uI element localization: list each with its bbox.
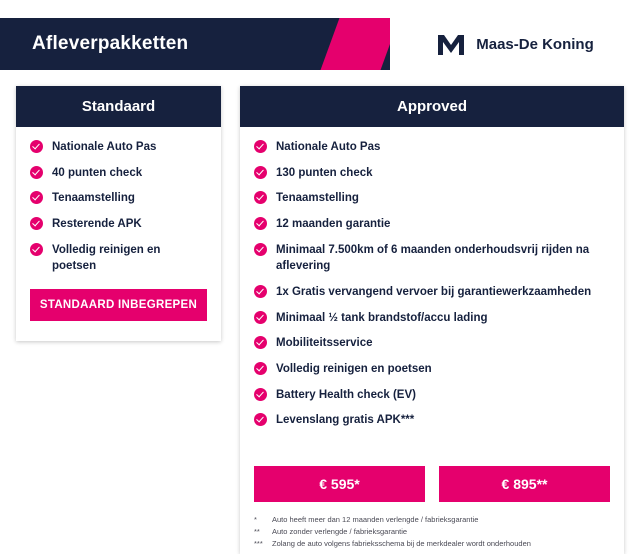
footnote-mark: *: [254, 515, 257, 525]
standard-card-title: Standaard: [16, 86, 221, 127]
feature-label: 130 punten check: [276, 166, 373, 179]
footnotes: [240, 514, 624, 554]
feature-label: Resterende APK: [52, 218, 142, 231]
check-icon: [254, 243, 267, 256]
list-item: [30, 190, 207, 207]
feature-label: Minimaal ½ tank brandstof/accu lading: [276, 311, 488, 324]
footnote-mark: ***: [254, 539, 263, 549]
check-icon: [254, 388, 267, 401]
footnote: [254, 538, 610, 550]
list-item: [254, 216, 610, 233]
check-icon: [30, 191, 43, 204]
standard-card-body: [16, 127, 221, 341]
feature-label: Volledig reinigen en poetsen: [276, 363, 432, 376]
list-item: [254, 139, 610, 156]
feature-label: Nationale Auto Pas: [52, 141, 157, 153]
feature-label: 12 maanden garantie: [276, 218, 391, 231]
feature-label: Battery Health check (EV): [276, 388, 416, 401]
check-icon: [254, 413, 267, 426]
price-row: [240, 466, 624, 502]
standard-package-card: [16, 86, 221, 341]
footnote-text: Auto heeft meer dan 12 maanden verlengde / fabrieksgarantie: [272, 515, 479, 525]
check-icon: [254, 191, 267, 204]
list-item: [254, 190, 610, 207]
check-icon: [30, 166, 43, 179]
price-button-595[interactable]: € 595*: [254, 466, 425, 502]
list-item: [254, 335, 610, 352]
feature-label: 40 punten check: [52, 166, 143, 179]
footnote-text: Zolang de auto volgens fabrieksschema bij de merkdealer wordt onderhouden: [272, 539, 531, 549]
standard-feature-list: [30, 139, 207, 275]
approved-card-title: Approved: [240, 86, 624, 127]
footnote: [254, 514, 610, 526]
list-item: [254, 284, 610, 301]
page-title: Afleverpakketten: [32, 33, 189, 54]
footnote: [254, 526, 610, 538]
list-item: [30, 139, 207, 156]
list-item: [254, 361, 610, 378]
check-icon: [254, 285, 267, 298]
feature-label: Levenslang gratis APK***: [276, 414, 415, 427]
feature-label: Nationale Auto Pas: [276, 141, 381, 153]
check-icon: [254, 217, 267, 230]
check-icon: [30, 140, 43, 153]
brand-area: [390, 18, 640, 70]
list-item: [254, 387, 610, 404]
footnote-text: Auto zonder verlengde / fabrieksgarantie: [272, 527, 408, 537]
feature-label: Mobiliteitsservice: [276, 337, 373, 350]
feature-label: Tenaamstelling: [52, 192, 135, 205]
approved-card-body: [240, 127, 624, 452]
list-item: [30, 165, 207, 182]
list-item: [254, 310, 610, 327]
check-icon: [254, 166, 267, 179]
check-icon: [254, 140, 267, 153]
list-item: [254, 165, 610, 182]
approved-feature-list: [254, 139, 610, 429]
list-item: [254, 242, 610, 275]
standard-included-button[interactable]: STANDAARD INBEGREPEN: [30, 289, 207, 321]
maas-de-koning-logo-icon: [436, 31, 466, 57]
check-icon: [254, 336, 267, 349]
brand: [436, 31, 594, 57]
list-item: [30, 216, 207, 233]
list-item: [30, 242, 207, 275]
packages-area: [0, 70, 640, 549]
check-icon: [254, 362, 267, 375]
price-button-895[interactable]: € 895**: [439, 466, 610, 502]
feature-label: Volledig reinigen en poetsen: [52, 243, 161, 273]
footnote-mark: **: [254, 527, 260, 537]
check-icon: [254, 311, 267, 324]
check-icon: [30, 243, 43, 256]
approved-package-card: [240, 86, 624, 554]
header-accent-slash: [321, 18, 400, 70]
check-icon: [30, 217, 43, 230]
feature-label: Tenaamstelling: [276, 192, 359, 205]
feature-label: Minimaal 7.500km of 6 maanden onderhoudsvrij rijden na aflevering: [276, 243, 590, 273]
brand-name: Maas-De Koning: [476, 35, 594, 53]
feature-label: 1x Gratis vervangend vervoer bij garantiewerkzaamheden: [276, 286, 592, 299]
page-header: [0, 18, 640, 70]
list-item: [254, 412, 610, 429]
